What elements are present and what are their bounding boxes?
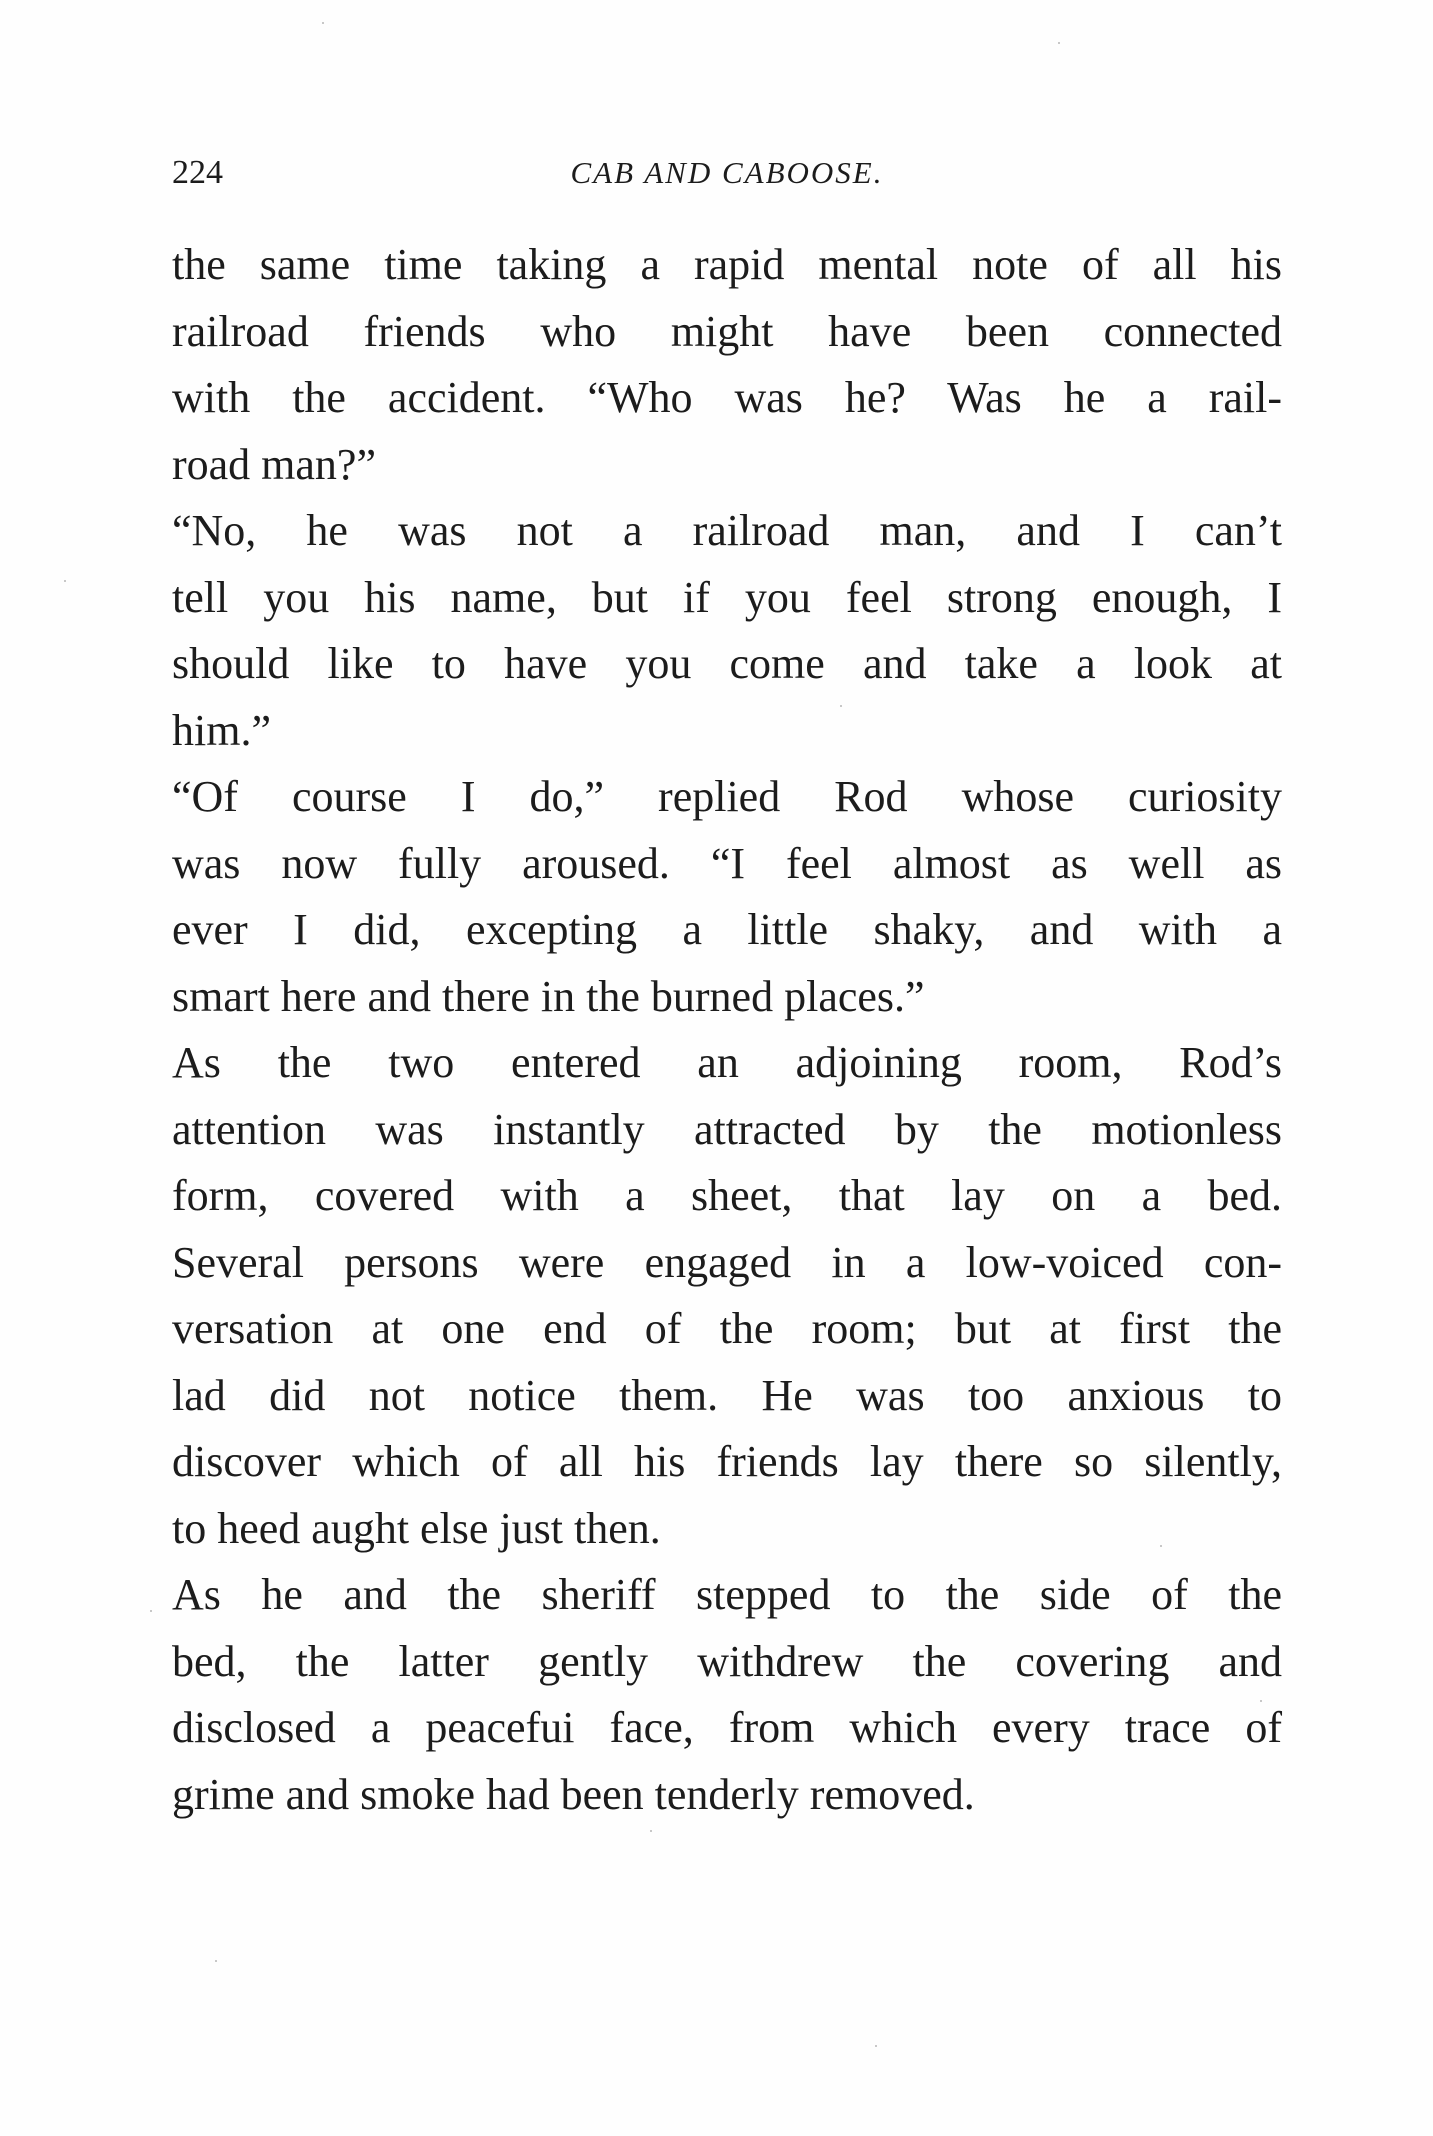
text-line: discover which of all his friends lay there so silently,: [172, 1437, 1282, 1486]
running-title: CAB AND CABOOSE.: [570, 155, 884, 190]
paragraph-1: [172, 232, 1282, 498]
text-line: Several persons were engaged in a low-voiced con-: [172, 1237, 1282, 1287]
text-line: smart here and there in the burned places.”: [172, 971, 925, 1021]
text-line: versation at one end of the room; but at first the: [172, 1304, 1282, 1353]
text-line: grime and smoke had been tenderly removed.: [172, 1769, 975, 1819]
text-line: the same time taking a rapid mental note of all his: [172, 240, 1282, 289]
text-line: should like to have you come and take a look at: [172, 639, 1282, 688]
paragraph-3: [172, 764, 1282, 1030]
text-line: road man?”: [172, 439, 376, 489]
page-number: 224: [172, 154, 223, 191]
text-line: was now fully aroused. “I feel almost as well as: [172, 838, 1282, 888]
running-head: [172, 148, 1282, 198]
text-line: bed, the latter gently withdrew the covering and: [172, 1636, 1282, 1686]
text-line: with the accident. “Who was he? Was he a rail-: [172, 373, 1282, 422]
text-line: tell you his name, but if you feel strong enough, I: [172, 572, 1282, 622]
paragraph-4: [172, 1030, 1282, 1562]
text-line: “Of course I do,” replied Rod whose curiosity: [172, 772, 1282, 821]
text-line: attention was instantly attracted by the motionless: [172, 1104, 1282, 1154]
paragraph-2: [172, 498, 1282, 764]
text-line: disclosed a peacefui face, from which every trace of: [172, 1703, 1282, 1752]
body-text: [172, 232, 1282, 1828]
text-line: ever I did, excepting a little shaky, and with a: [172, 905, 1282, 954]
text-line: lad did not notice them. He was too anxious to: [172, 1370, 1282, 1420]
text-line: As the two entered an adjoining room, Rod’s: [172, 1038, 1282, 1087]
text-line: him.”: [172, 705, 271, 755]
text-line: to heed aught else just then.: [172, 1503, 661, 1553]
paragraph-5: [172, 1562, 1282, 1828]
text-line: railroad friends who might have been connected: [172, 306, 1282, 356]
text-line: “No, he was not a railroad man, and I can’t: [172, 506, 1282, 555]
text-line: form, covered with a sheet, that lay on a bed.: [172, 1171, 1282, 1220]
text-line: As he and the sheriff stepped to the side of the: [172, 1570, 1282, 1619]
